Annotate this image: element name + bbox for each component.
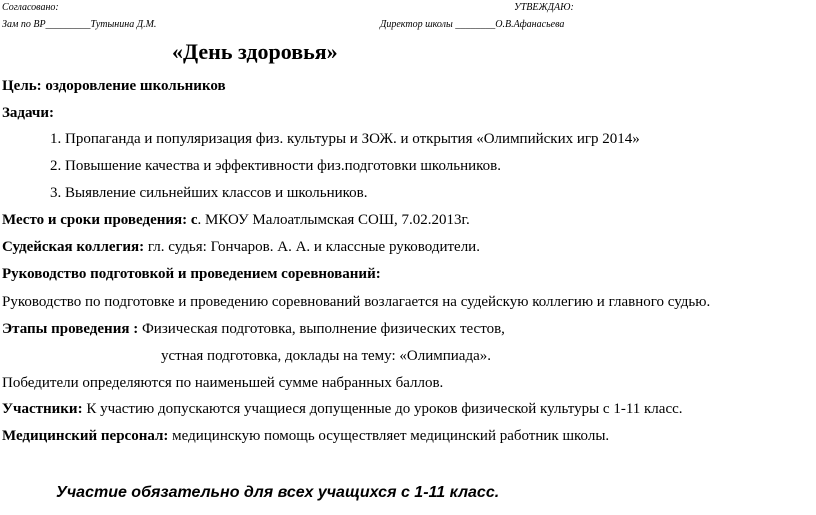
stages-value: Физическая подготовка, выполнение физических тестов, <box>138 321 505 337</box>
participants-label: Участники: <box>2 401 83 417</box>
task-item-1: 1. Пропаганда и популяризация физ. культуры и ЗОЖ. и открытия «Олимпийских игр 2014» <box>50 131 640 147</box>
stages-line <box>2 321 505 338</box>
medical-line <box>2 428 609 445</box>
place-value-prefix: с <box>187 212 198 228</box>
leadership-label: Руководство подготовкой и проведением соревнований: <box>2 266 381 282</box>
stages-value-2: устная подготовка, доклады на тему: «Олимпиада». <box>161 348 491 364</box>
participants-line <box>2 401 683 418</box>
leadership-value: Руководство по подготовке и проведению соревнований возлагается на судейскую коллегию и главного судью. <box>2 294 711 310</box>
judges-value: гл. судья: Гончаров. А. А. и классные руководители. <box>144 239 480 255</box>
page-title: «День здоровья» <box>172 39 338 64</box>
judges-label: Судейская коллегия: <box>2 239 145 255</box>
place-line <box>2 212 470 229</box>
judges-line <box>2 239 480 256</box>
place-label: Место и сроки проведения: <box>2 212 188 228</box>
medical-label: Медицинский персонал: <box>2 428 169 444</box>
tasks-label: Задачи: <box>2 105 55 121</box>
approved-label: УТВЕЖДАЮ: <box>514 2 574 13</box>
task-item-2: 2. Повышение качества и эффективности физ.подготовки школьников. <box>50 158 501 174</box>
winners-line: Победители определяются по наименьшей сумме набранных баллов. <box>2 375 444 391</box>
footer-note: Участие обязательно для всех учащихся с 1-11 класс. <box>56 484 500 501</box>
task-item-3: 3. Выявление сильнейших классов и школьников. <box>50 185 368 201</box>
medical-value: медицинскую помощь осуществляет медицинский работник школы. <box>168 428 610 444</box>
agreed-label: Согласовано: <box>2 2 59 13</box>
participants-value: К участию допускаются учащиеся допущенные до уроков физической культуры с 1-11 класс. <box>82 401 683 417</box>
place-value: . МКОУ Малоатлымская СОШ, 7.02.2013г. <box>197 212 470 228</box>
director-signature-line: Директор школы ________О.В.Афанасьева <box>380 19 565 30</box>
deputy-signature-line: Зам по ВР_________Тутынина Д.М. <box>2 19 157 30</box>
stages-label: Этапы проведения : <box>2 321 139 337</box>
goal-line: Цель: оздоровление школьников <box>2 78 226 94</box>
